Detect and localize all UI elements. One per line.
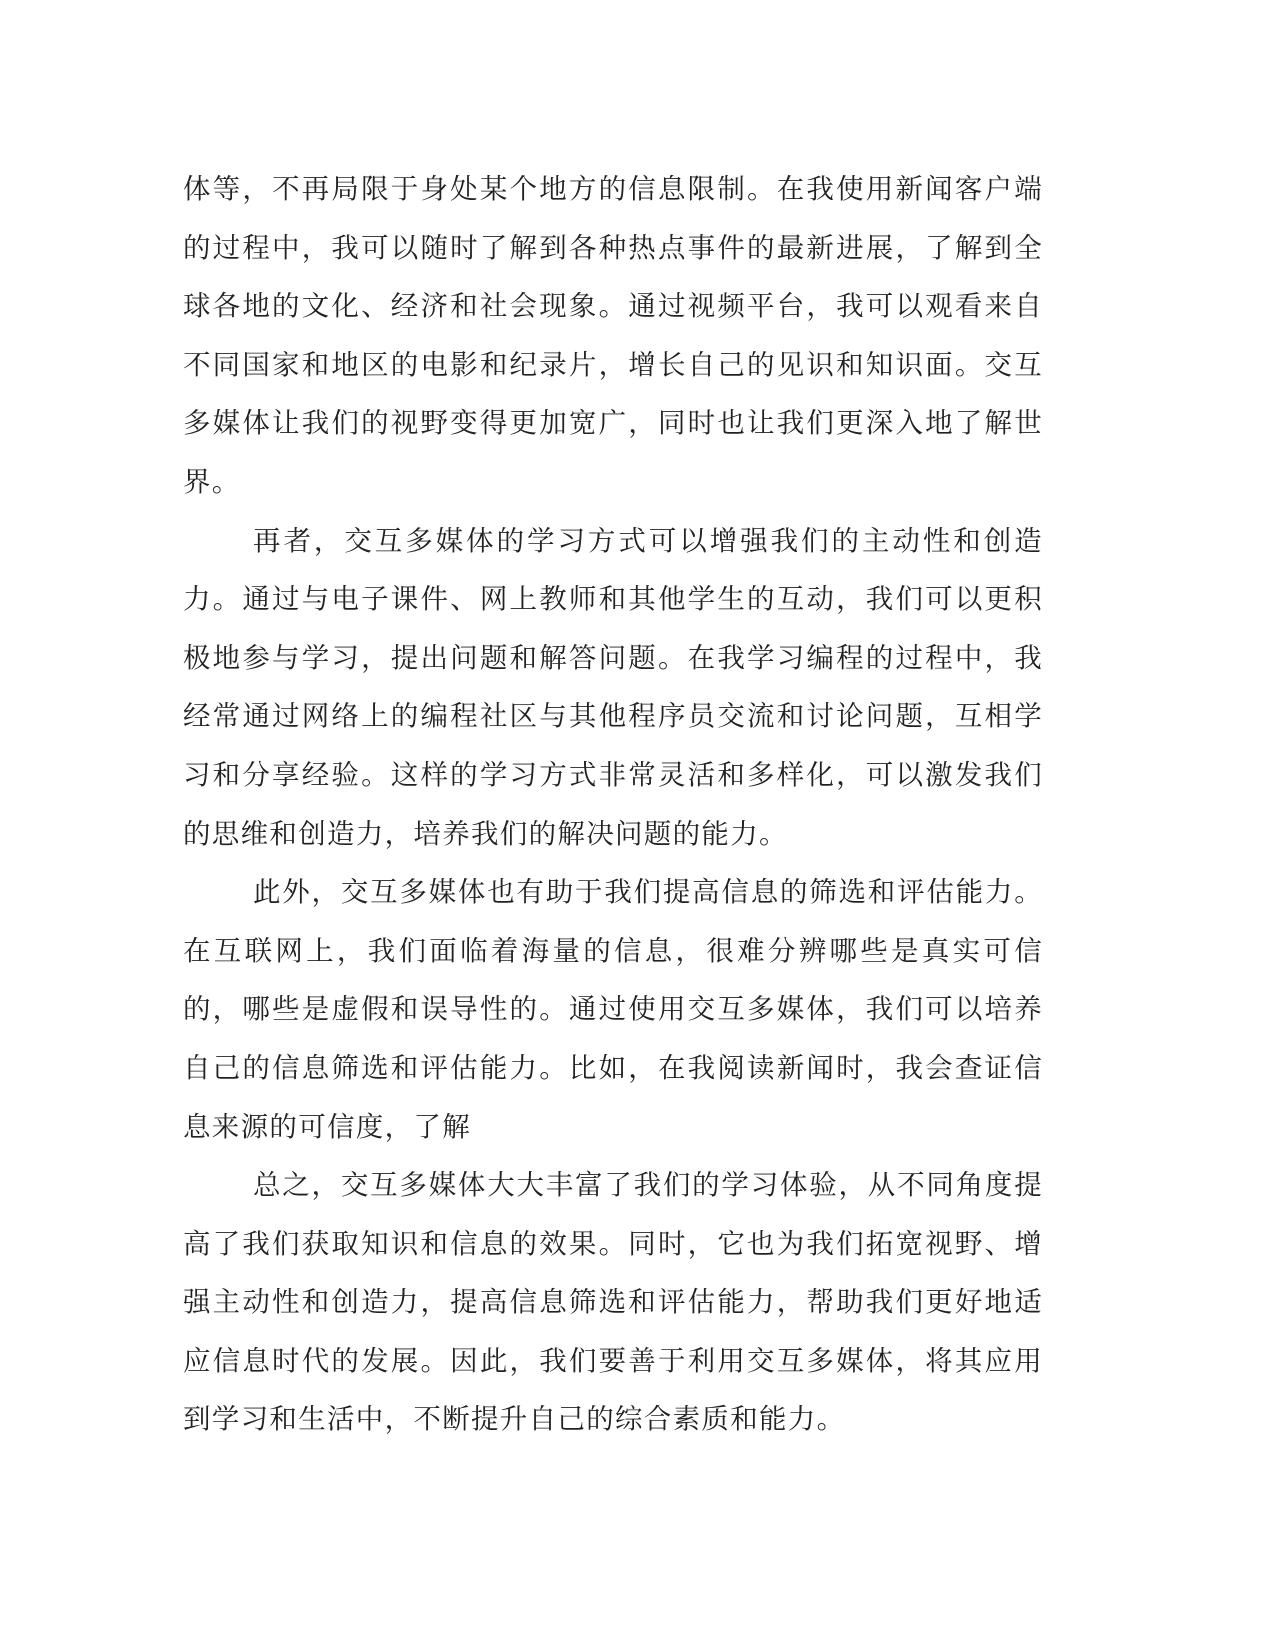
body-text bbox=[183, 160, 1043, 1449]
paragraph-2: 再者，交互多媒体的学习方式可以增强我们的主动性和创造力。通过与电子课件、网上教师和其他学生的互动，我们可以更积极地参与学习，提出问题和解答问题。在我学习编程的过程中，我经常通过网络上的编程社区与其他程序员交流和讨论问题，互相学习和分享经验。这样的学习方式非常灵活和多样化，可以激发我们的思维和创造力，培养我们的解决问题的能力。 bbox=[183, 524, 1043, 850]
paragraph-1: 体等，不再局限于身处某个地方的信息限制。在我使用新闻客户端的过程中，我可以随时了解到各种热点事件的最新进展，了解到全球各地的文化、经济和社会现象。通过视频平台，我可以观看来自不同国家和地区的电影和纪录片，增长自己的见识和知识面。交互多媒体让我们的视野变得更加宽广，同时也让我们更深入地了解世界。 bbox=[183, 173, 1043, 498]
paragraph-4: 总之，交互多媒体大大丰富了我们的学习体验，从不同角度提高了我们获取知识和信息的效果。同时，它也为我们拓宽视野、增强主动性和创造力，提高信息筛选和评估能力，帮助我们更好地适应信息时代的发展。因此，我们要善于利用交互多媒体，将其应用到学习和生活中，不断提升自己的综合素质和能力。 bbox=[183, 1169, 1043, 1436]
paragraph-3: 此外，交互多媒体也有助于我们提高信息的筛选和评估能力。在互联网上，我们面临着海量的信息，很难分辨哪些是真实可信的，哪些是虚假和误导性的。通过使用交互多媒体，我们可以培养自己的信息筛选和评估能力。比如，在我阅读新闻时，我会查证信息来源的可信度，了解 bbox=[183, 876, 1043, 1143]
